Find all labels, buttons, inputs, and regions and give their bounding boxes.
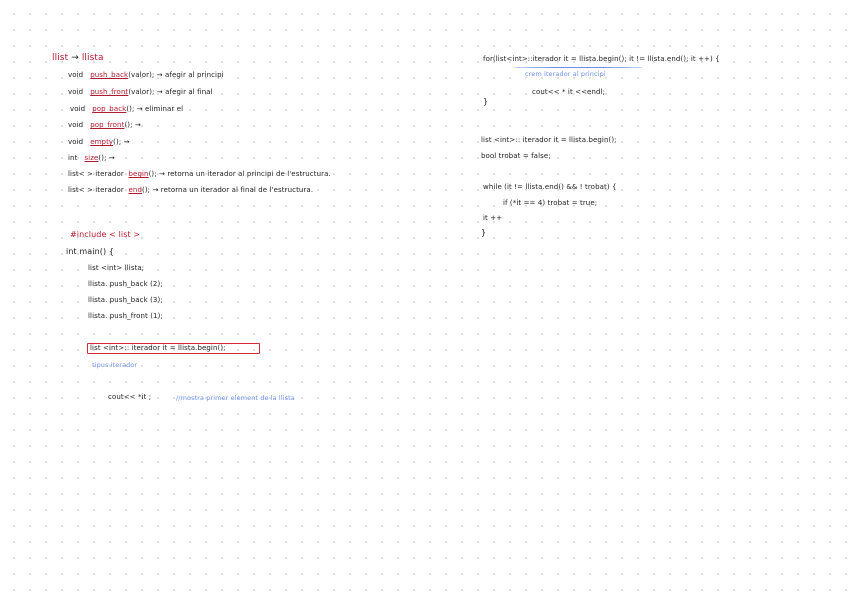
method-args: (valor); xyxy=(128,71,155,79)
method-return-type: void xyxy=(70,105,86,113)
method-args: (); xyxy=(142,186,151,194)
method-return-type: void xyxy=(68,71,84,79)
code-line: int main() { xyxy=(66,247,115,256)
method-name: size xyxy=(84,154,99,162)
list-header xyxy=(52,54,104,63)
for-note: crem iterador al principi xyxy=(525,70,606,78)
bool-decl-line: bool trobat = false; xyxy=(481,152,551,160)
method-desc: → eliminar el xyxy=(136,105,184,113)
method-line xyxy=(68,187,313,194)
code-line: llista. push_front (1); xyxy=(88,312,163,320)
method-line xyxy=(68,139,130,146)
method-return-type: int xyxy=(68,154,78,162)
include-directive: #include < list > xyxy=(70,230,141,239)
method-name: pop_back xyxy=(92,105,127,113)
iterator-decl-line: list <int>:: iterador it = llista.begin(); xyxy=(481,136,617,144)
iterator-type-note: tipus iterador xyxy=(92,361,138,369)
method-name: end xyxy=(128,186,142,194)
if-line: if (*it == 4) trobat = true; xyxy=(503,199,598,207)
method-args: (); xyxy=(124,121,133,129)
method-name: pop_front xyxy=(90,121,125,129)
while-line: while (it != llista.end() && ! trobat) { xyxy=(483,183,617,191)
method-desc: → retorna un iterador al principi de l'estructura. xyxy=(159,170,331,178)
code-line: llista. push_back (2); xyxy=(88,280,163,288)
method-line xyxy=(68,89,213,96)
method-desc: → xyxy=(123,138,130,146)
increment-line: it ++ xyxy=(483,214,503,222)
closing-brace: } xyxy=(481,228,487,237)
method-line xyxy=(68,122,141,129)
method-return-type: list< > iterador xyxy=(68,186,124,194)
method-return-type: void xyxy=(68,138,84,146)
method-args: (); xyxy=(126,105,135,113)
method-desc: → afegir al final xyxy=(156,88,213,96)
method-line xyxy=(68,171,331,178)
for-loop-line: for(list<int>::iterador it = llista.begin(); it != llista.end(); it ++) { xyxy=(483,55,720,63)
method-args: (); xyxy=(148,170,157,178)
method-return-type: void xyxy=(68,121,84,129)
method-name: empty xyxy=(90,138,114,146)
method-args: (); xyxy=(98,154,107,162)
closing-brace: } xyxy=(483,97,489,106)
method-desc: → afegir al principi xyxy=(156,71,224,79)
cout-comment: //mostra primer element de la llista xyxy=(176,394,295,402)
method-args: (valor); xyxy=(128,88,155,96)
method-desc: → xyxy=(108,154,115,162)
method-desc: → retorna un iterador al final de l'estructura. xyxy=(152,186,314,194)
cout-line: cout<< *it ; xyxy=(108,393,152,401)
list-header-right: llista xyxy=(81,53,104,63)
method-return-type: list< > iterador xyxy=(68,170,124,178)
code-line: list <int> llista; xyxy=(88,264,145,272)
method-line xyxy=(68,155,115,162)
method-name: push_back xyxy=(90,71,129,79)
method-desc: → xyxy=(134,121,141,129)
method-return-type: void xyxy=(68,88,84,96)
for-underline xyxy=(513,67,643,68)
code-line: llista. push_back (3); xyxy=(88,296,163,304)
method-name: push_front xyxy=(90,88,129,96)
iterator-declaration-highlight: list <int>:: iterador it = llista.begin(); xyxy=(87,343,260,354)
list-header-arrow: → xyxy=(68,53,82,63)
list-header-left: llist xyxy=(52,53,69,63)
method-name: begin xyxy=(128,170,149,178)
cout-endl-line: cout<< * it <<endl; xyxy=(532,88,606,96)
method-line xyxy=(70,106,183,113)
method-args: (); xyxy=(113,138,122,146)
method-line xyxy=(68,72,224,79)
